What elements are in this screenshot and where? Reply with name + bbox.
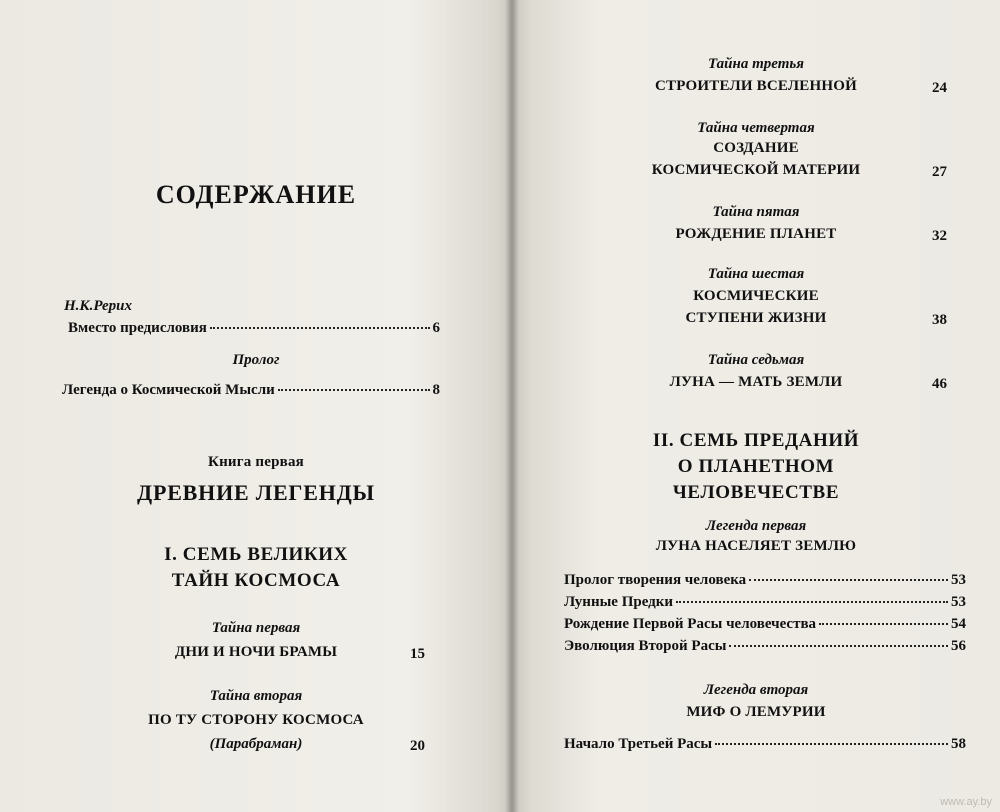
toc-entry-page: 53 — [951, 572, 966, 588]
toc-entry-label: Начало Третьей Расы — [564, 736, 713, 752]
section2-title-line1: II. СЕМЬ ПРЕДАНИЙ — [652, 430, 860, 451]
toc-entry-page: 6 — [432, 320, 440, 336]
toc-entry-foreword[interactable] — [68, 320, 440, 337]
dot-leader — [210, 327, 430, 329]
author-name: Н.К.Рерих — [64, 298, 132, 314]
secret2-subtitle: (Парабраман) — [209, 736, 303, 752]
secret1-page: 15 — [410, 646, 425, 662]
legend2-title: МИФ О ЛЕМУРИИ — [686, 704, 826, 720]
dot-leader — [729, 645, 948, 647]
dot-leader — [715, 743, 948, 745]
watermark: www.ay.by — [940, 796, 992, 808]
book-title: ДРЕВНИЕ ЛЕГЕНДЫ — [137, 480, 375, 505]
secret5-title[interactable]: РОЖДЕНИЕ ПЛАНЕТ — [675, 226, 837, 242]
book-caption: Книга первая — [208, 454, 304, 470]
dot-leader — [278, 389, 430, 391]
secret5-page: 32 — [932, 228, 947, 244]
toc-entry-third-race[interactable] — [564, 736, 966, 753]
toc-entry-prologue-creation[interactable] — [564, 572, 966, 589]
contents-title: СОДЕРЖАНИЕ — [155, 180, 357, 209]
secret7-caption: Тайна седьмая — [707, 352, 805, 368]
section-title-line2: ТАЙН КОСМОСА — [171, 570, 341, 591]
legend1-caption: Легенда первая — [705, 518, 807, 534]
toc-entry-page: 58 — [951, 736, 966, 752]
secret6-title-line1[interactable]: КОСМИЧЕСКИЕ — [693, 288, 819, 304]
toc-entry-first-race[interactable] — [564, 616, 966, 633]
section2-title-line3: ЧЕЛОВЕЧЕСТВЕ — [672, 482, 840, 503]
secret3-page: 24 — [932, 80, 947, 96]
secret2-title[interactable]: ПО ТУ СТОРОНУ КОСМОСА — [148, 712, 364, 728]
prologue-caption: Пролог — [232, 352, 280, 368]
dot-leader — [749, 579, 948, 581]
toc-entry-label: Лунные Предки — [564, 594, 674, 610]
toc-entry-page: 54 — [951, 616, 966, 632]
secret4-page: 27 — [932, 164, 947, 180]
dot-leader — [676, 601, 948, 603]
secret1-title[interactable]: ДНИ И НОЧИ БРАМЫ — [174, 644, 338, 660]
secret2-caption: Тайна вторая — [209, 688, 303, 704]
secret5-caption: Тайна пятая — [712, 204, 800, 220]
secret3-caption: Тайна третья — [708, 56, 804, 72]
toc-entry-label: Пролог творения человека — [564, 572, 747, 588]
toc-entry-label: Легенда о Космической Мысли — [62, 382, 275, 398]
toc-entry-label: Эволюция Второй Расы — [564, 638, 727, 654]
toc-entry-lunar-ancestors[interactable] — [564, 594, 966, 611]
secret3-title[interactable]: СТРОИТЕЛИ ВСЕЛЕННОЙ — [655, 78, 857, 94]
toc-entry-label: Рождение Первой Расы человечества — [564, 616, 817, 632]
toc-entry-legend[interactable] — [62, 382, 440, 399]
book-gutter — [505, 0, 519, 812]
section-title-line1: I. СЕМЬ ВЕЛИКИХ — [164, 544, 348, 565]
secret4-title-line1[interactable]: СОЗДАНИЕ — [713, 140, 799, 156]
toc-entry-label: Вместо предисловия — [68, 320, 207, 336]
toc-entry-page: 53 — [951, 594, 966, 610]
secret6-caption: Тайна шестая — [707, 266, 805, 282]
secret1-caption: Тайна первая — [211, 620, 301, 636]
legend1-title: ЛУНА НАСЕЛЯЕТ ЗЕМЛЮ — [655, 538, 857, 554]
legend2-caption: Легенда вторая — [703, 682, 809, 698]
secret7-title[interactable]: ЛУНА — МАТЬ ЗЕМЛИ — [669, 374, 843, 390]
secret6-page: 38 — [932, 312, 947, 328]
secret2-page: 20 — [410, 738, 425, 754]
secret6-title-line2[interactable]: СТУПЕНИ ЖИЗНИ — [685, 310, 827, 326]
toc-entry-second-race[interactable] — [564, 638, 966, 655]
dot-leader — [819, 623, 948, 625]
secret7-page: 46 — [932, 376, 947, 392]
section2-title-line2: О ПЛАНЕТНОМ — [677, 456, 835, 477]
toc-entry-page: 56 — [951, 638, 966, 654]
secret4-caption: Тайна четвертая — [697, 120, 815, 136]
toc-entry-page: 8 — [432, 382, 440, 398]
secret4-title-line2[interactable]: КОСМИЧЕСКОЙ МАТЕРИИ — [651, 162, 861, 178]
right-page — [512, 0, 1000, 812]
